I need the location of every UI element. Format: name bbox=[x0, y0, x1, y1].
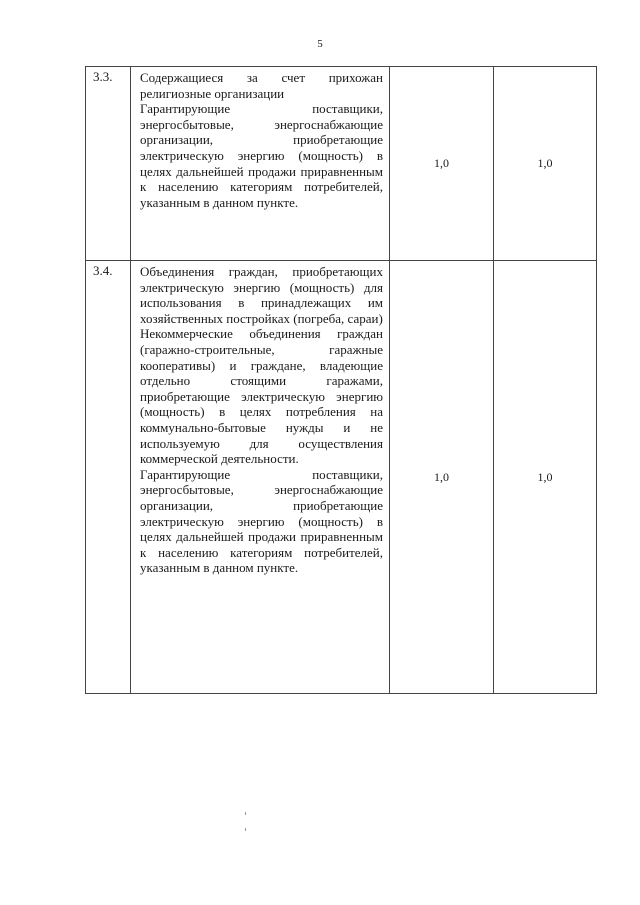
coefficient-value: 1,0 bbox=[494, 67, 597, 261]
description-paragraph: Гарантирующие поставщики, энергосбытовые, энергоснабжающие организации, приобретающие электрическую энергию (мощность) в целях дальнейшей продажи приравненным к населению категориям потребителей, указанным в данном пункте. bbox=[140, 466, 383, 576]
row-number: 3.4. bbox=[86, 261, 131, 694]
description-paragraph: Объединения граждан, приобретающих электрическую энергию (мощность) для использования в принадлежащих им хозяйственных постройках (погреба, сараи) bbox=[140, 264, 383, 326]
table-row bbox=[86, 67, 597, 261]
coefficient-value: 1,0 bbox=[390, 261, 494, 694]
row-description bbox=[131, 67, 390, 261]
scan-speck bbox=[245, 812, 246, 815]
description-paragraph: Гарантирующие поставщики, энергосбытовые, энергоснабжающие организации, приобретающие электрическую энергию (мощность) в целях дальнейшей продажи приравненным к населению категориям потребителей, указанным в данном пункте. bbox=[140, 101, 383, 210]
row-description bbox=[131, 261, 390, 694]
page-number: 5 bbox=[317, 38, 323, 50]
coefficient-value: 1,0 bbox=[390, 67, 494, 261]
tariff-table bbox=[85, 66, 597, 694]
description-paragraph: Некоммерческие объединения граждан (гаражно-строительные, гаражные кооперативы) и граждане, владеющие отдельно стоящими гаражами, приобретающие электрическую энергию (мощность) в целях потребления на коммунально-бытовые нужды и не используемую для осуществления коммерческой деятельности. bbox=[140, 326, 383, 467]
description-paragraph: Содержащиеся за счет прихожан религиозные организации bbox=[140, 70, 383, 101]
coefficient-value: 1,0 bbox=[494, 261, 597, 694]
row-number: 3.3. bbox=[86, 67, 131, 261]
scan-speck bbox=[245, 828, 246, 831]
table-row bbox=[86, 261, 597, 694]
